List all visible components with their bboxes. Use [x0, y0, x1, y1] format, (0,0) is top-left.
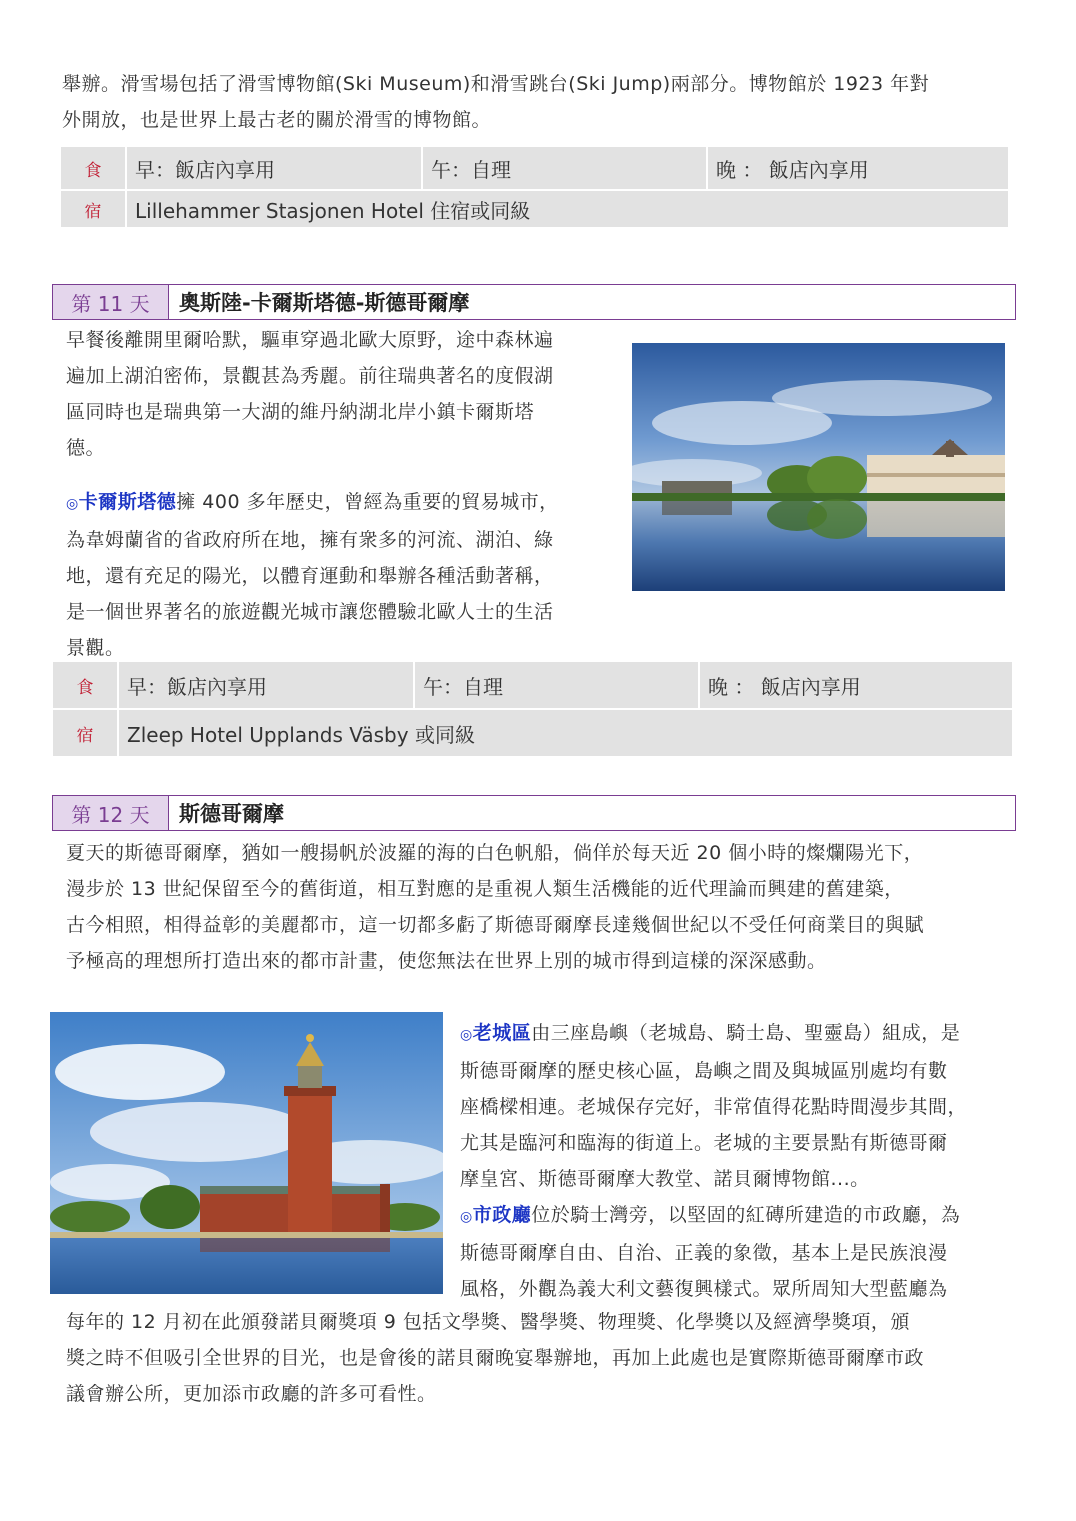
- text-line: 區同時也是瑞典第一大湖的維丹納湖北岸小鎮卡爾斯塔: [66, 401, 535, 423]
- highlight-old-town: 老城區: [472, 1022, 532, 1044]
- day-number: 第 11 天: [53, 285, 169, 319]
- day-title: 斯德哥爾摩: [179, 802, 284, 826]
- text-line: 夏天的斯德哥爾摩，猶如一艘揚帆於波羅的海的白色帆船，倘佯於每天近 20 個小時的燦爛陽光下，: [66, 842, 924, 864]
- stockholm-intro-paragraph: [66, 835, 1026, 979]
- hotel-cell: Lillehammer Stasjonen Hotel 住宿或同級: [126, 190, 1009, 228]
- text-line: 為韋姆蘭省的省政府所在地，擁有衆多的河流、湖泊、綠: [66, 529, 554, 551]
- text-line: 古今相照，相得益彰的美麗都市，這一切都多虧了斯德哥爾摩長達幾個世紀以不受任何商業目的與賦: [66, 914, 925, 936]
- intro-line: 舉辦。滑雪場包括了滑雪博物館(Ski Museum)和滑雪跳台(Ski Jump)兩部分。博物館於 1923 年對: [62, 73, 930, 95]
- dinner-cell: 晚 ： 飯店內享用: [699, 662, 1013, 709]
- day-title: 奧斯陸-卡爾斯塔德-斯德哥爾摩: [179, 291, 470, 315]
- karlstad-paragraph: [66, 484, 626, 666]
- day-header: [52, 284, 1016, 320]
- text-line: 摩皇宮、斯德哥爾摩大教堂、諾貝爾博物館...。: [460, 1168, 870, 1190]
- meal-table-day11: [53, 662, 1014, 758]
- stockholm-city-hall-photo: [50, 1012, 443, 1294]
- text-line: 斯德哥爾摩的歷史核心區，島嶼之間及與城區別處均有數: [460, 1060, 948, 1082]
- text-line: [66, 484, 626, 522]
- text-line: [460, 1197, 1020, 1235]
- food-label: 食: [61, 147, 126, 190]
- intro-paragraph: [62, 66, 1022, 138]
- old-town-paragraph: [460, 1015, 1020, 1307]
- text-line: 地，還有充足的陽光，以體育運動和舉辦各種活動著稱，: [66, 565, 554, 587]
- text-line: 風格，外觀為義大利文藝復興樣式。眾所周知大型藍廳為: [460, 1278, 948, 1300]
- text-line: 予極高的理想所打造出來的都市計畫，使您無法在世界上別的城市得到這樣的深深感動。: [66, 950, 827, 972]
- stay-label: 宿: [61, 190, 126, 228]
- text-line: 獎之時不但吸引全世界的目光，也是會後的諾貝爾晚宴舉辦地，再加上此處也是實際斯德哥爾摩市政: [66, 1347, 925, 1369]
- text-line: 座橋樑相連。老城保存完好，非常值得花點時間漫步其間，: [460, 1096, 968, 1118]
- text-line: 是一個世界著名的旅遊觀光城市讓您體驗北歐人士的生活: [66, 601, 554, 623]
- text-line: 議會辦公所，更加添市政廳的許多可看性。: [66, 1383, 437, 1405]
- dinner-cell: 晚 ： 飯店內享用: [707, 147, 1009, 190]
- bullet-icon: ◎: [460, 1209, 473, 1225]
- text-run: 位於騎士灣旁，以堅固的紅磚所建造的市政廳，為: [531, 1204, 961, 1226]
- text-run: 擁 400 多年歷史，曾經為重要的貿易城市，: [176, 491, 559, 513]
- lunch-cell: 午：自理: [422, 147, 707, 190]
- highlight-city-hall: 市政廳: [472, 1204, 532, 1226]
- text-line: 漫步於 13 世紀保留至今的舊街道，相互對應的是重視人類生活機能的近代理論而興建的舊建築，: [66, 878, 904, 900]
- text-line: 早餐後離開里爾哈默，驅車穿過北歐大原野，途中森林遍: [66, 329, 554, 351]
- text-line: 尤其是臨河和臨海的街道上。老城的主要景點有斯德哥爾: [460, 1132, 948, 1154]
- breakfast-cell: 早：飯店內享用: [126, 147, 422, 190]
- text-line: 景觀。: [66, 637, 125, 659]
- hotel-cell: Zleep Hotel Upplands Väsby 或同級: [118, 709, 1013, 757]
- karlstad-lake-photo: [632, 343, 1005, 591]
- lunch-cell: 午：自理: [414, 662, 699, 709]
- text-line: [460, 1015, 1020, 1053]
- text-line: 每年的 12 月初在此頒發諾貝爾獎項 9 包括文學獎、醫學獎、物理獎、化學獎以及經濟學獎項，頒: [66, 1311, 910, 1333]
- city-hall-paragraph: [66, 1304, 1026, 1412]
- text-line: 遍加上湖泊密佈，景觀甚為秀麗。前往瑞典著名的度假湖: [66, 365, 554, 387]
- day-header: [52, 795, 1016, 831]
- meal-table-day10: [61, 147, 1010, 229]
- text-line: 斯德哥爾摩自由、自治、正義的象徵，基本上是民族浪漫: [460, 1242, 948, 1264]
- day11-intro-paragraph: [66, 322, 626, 466]
- stay-label: 宿: [53, 709, 118, 757]
- bullet-icon: ◎: [460, 1027, 473, 1043]
- highlight-karlstad: 卡爾斯塔德: [78, 491, 177, 513]
- intro-line: 外開放，也是世界上最古老的關於滑雪的博物館。: [62, 109, 492, 131]
- text-run: 由三座島嶼（老城島、騎士島、聖靈島）組成，是: [531, 1022, 961, 1044]
- text-line: 德。: [66, 437, 106, 459]
- breakfast-cell: 早：飯店內享用: [118, 662, 414, 709]
- day-number: 第 12 天: [53, 796, 169, 830]
- food-label: 食: [53, 662, 118, 709]
- bullet-icon: ◎: [66, 496, 79, 512]
